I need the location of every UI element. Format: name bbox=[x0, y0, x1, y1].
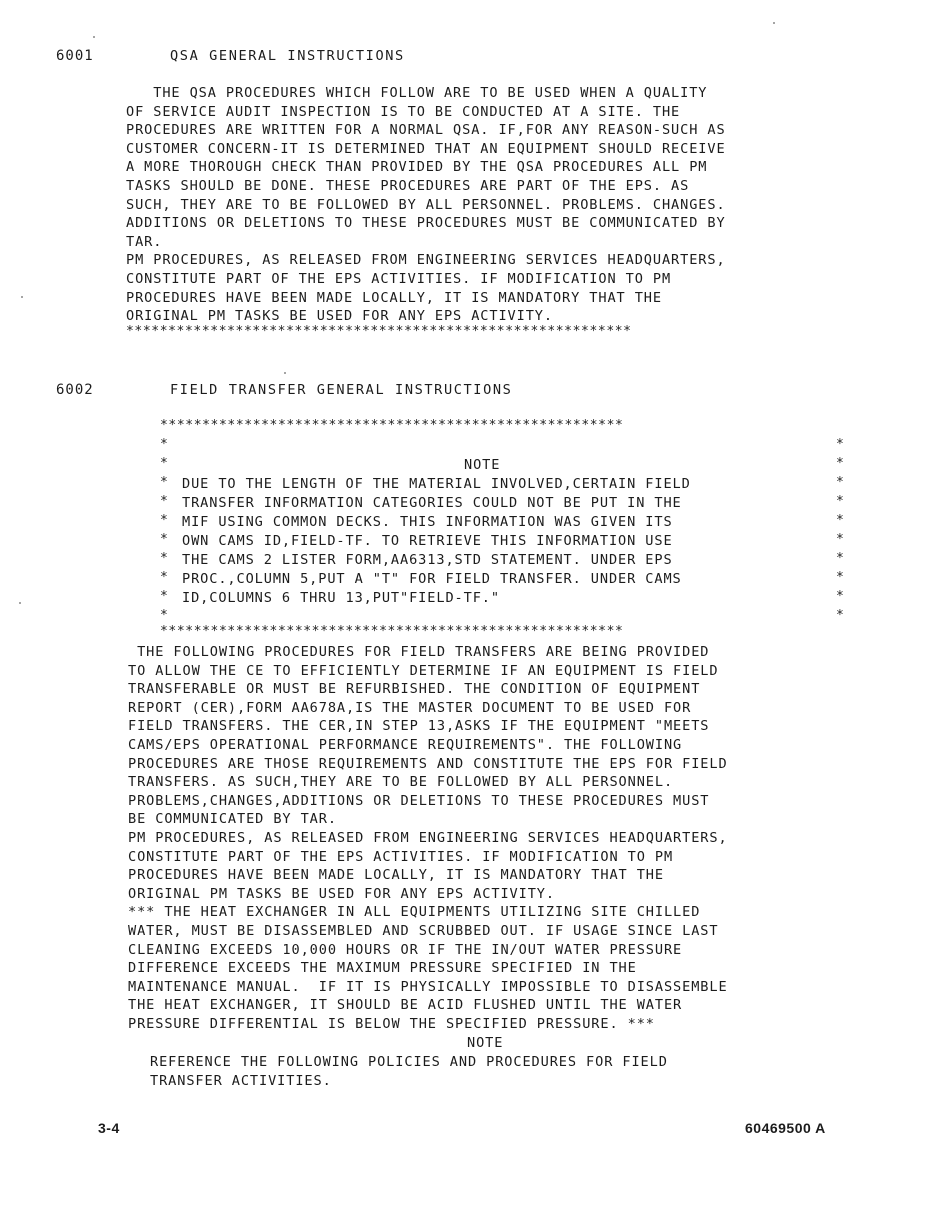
note-box-right-border: * bbox=[836, 551, 844, 566]
note-title: NOTE bbox=[467, 1035, 504, 1051]
body-line: PROCEDURES ARE THOSE REQUIREMENTS AND CONSTITUTE THE EPS FOR FIELD bbox=[128, 755, 728, 772]
body-line: *** THE HEAT EXCHANGER IN ALL EQUIPMENTS UTILIZING SITE CHILLED bbox=[128, 904, 701, 921]
body-line: TASKS SHOULD BE DONE. THESE PROCEDURES ARE PART OF THE EPS. AS bbox=[126, 178, 690, 194]
note-box-right-border: * bbox=[836, 608, 844, 623]
body-line: PM PROCEDURES, AS RELEASED FROM ENGINEERING SERVICES HEADQUARTERS, bbox=[126, 252, 726, 269]
note-box-left-border: * bbox=[160, 456, 168, 471]
note-line: PROC.,COLUMN 5,PUT A "T" FOR FIELD TRANSFER. UNDER CAMS bbox=[182, 571, 682, 587]
body-line: CONSTITUTE PART OF THE EPS ACTIVITIES. IF MODIFICATION TO PM bbox=[128, 848, 674, 865]
body-line: REPORT (CER),FORM AA678A,IS THE MASTER DOCUMENT TO BE USED FOR bbox=[128, 699, 692, 716]
note-box-right-border: * bbox=[836, 456, 844, 471]
note-box-left-border: * bbox=[160, 551, 168, 566]
scan-speck bbox=[93, 36, 95, 38]
body-line: CAMS/EPS OPERATIONAL PERFORMANCE REQUIREMENTS". THE FOLLOWING bbox=[128, 737, 683, 753]
section-title: FIELD TRANSFER GENERAL INSTRUCTIONS bbox=[170, 382, 513, 398]
reference-line: REFERENCE THE FOLLOWING POLICIES AND PROCEDURES FOR FIELD bbox=[150, 1054, 668, 1070]
section-title: QSA GENERAL INSTRUCTIONS bbox=[170, 48, 405, 64]
body-line: TRANSFERABLE OR MUST BE REFURBISHED. THE CONDITION OF EQUIPMENT bbox=[128, 681, 701, 698]
star-divider: ************************************************************ bbox=[126, 324, 632, 339]
body-line: TO ALLOW THE CE TO EFFICIENTLY DETERMINE IF AN EQUIPMENT IS FIELD bbox=[128, 662, 719, 679]
body-line: ORIGINAL PM TASKS BE USED FOR ANY EPS ACTIVITY. bbox=[126, 308, 553, 325]
body-line: OF SERVICE AUDIT INSPECTION IS TO BE CONDUCTED AT A SITE. THE bbox=[126, 103, 681, 120]
body-line: ADDITIONS OR DELETIONS TO THESE PROCEDURES MUST BE COMMUNICATED BY bbox=[126, 215, 726, 232]
body-line: ORIGINAL PM TASKS BE USED FOR ANY EPS ACTIVITY. bbox=[128, 885, 555, 902]
note-line: MIF USING COMMON DECKS. THIS INFORMATION WAS GIVEN ITS bbox=[182, 514, 673, 530]
body-line: TRANSFERS. AS SUCH,THEY ARE TO BE FOLLOWED BY ALL PERSONNEL. bbox=[128, 774, 674, 791]
body-line: PROCEDURES HAVE BEEN MADE LOCALLY, IT IS MANDATORY THAT THE bbox=[128, 867, 664, 884]
note-box-right-border: * bbox=[836, 475, 844, 490]
body-line: A MORE THOROUGH CHECK THAN PROVIDED BY THE QSA PROCEDURES ALL PM bbox=[126, 159, 708, 176]
note-box-left-border: * bbox=[160, 494, 168, 509]
note-box-left-border: * bbox=[160, 589, 168, 604]
note-box-left-border: * bbox=[160, 475, 168, 490]
note-box-left-border: * bbox=[160, 513, 168, 528]
body-line: CONSTITUTE PART OF THE EPS ACTIVITIES. IF MODIFICATION TO PM bbox=[126, 271, 672, 287]
body-line: PROBLEMS,CHANGES,ADDITIONS OR DELETIONS TO THESE PROCEDURES MUST bbox=[128, 792, 710, 809]
body-line: FIELD TRANSFERS. THE CER,IN STEP 13,ASKS IF THE EQUIPMENT "MEETS bbox=[128, 718, 710, 735]
body-line: PROCEDURES ARE WRITTEN FOR A NORMAL QSA. IF,FOR ANY REASON-SUCH AS bbox=[126, 122, 726, 139]
body-line: PROCEDURES HAVE BEEN MADE LOCALLY, IT IS MANDATORY THAT THE bbox=[126, 289, 662, 306]
body-line: SUCH, THEY ARE TO BE FOLLOWED BY ALL PERSONNEL. PROBLEMS. CHANGES. bbox=[126, 196, 726, 213]
note-box-left-border: * bbox=[160, 437, 168, 452]
body-line: WATER, MUST BE DISASSEMBLED AND SCRUBBED OUT. IF USAGE SINCE LAST bbox=[128, 923, 719, 939]
note-box-right-border: * bbox=[836, 513, 844, 528]
body-line: CUSTOMER CONCERN-IT IS DETERMINED THAT AN EQUIPMENT SHOULD RECEIVE bbox=[126, 140, 726, 157]
section-number: 6002 bbox=[56, 382, 94, 398]
section-number: 6001 bbox=[56, 48, 94, 64]
body-line: THE HEAT EXCHANGER, IT SHOULD BE ACID FLUSHED UNTIL THE WATER bbox=[128, 997, 683, 1014]
note-line: OWN CAMS ID,FIELD-TF. TO RETRIEVE THIS INFORMATION USE bbox=[182, 533, 673, 549]
scan-speck bbox=[773, 22, 775, 24]
scan-speck bbox=[284, 372, 286, 374]
body-line: PM PROCEDURES, AS RELEASED FROM ENGINEERING SERVICES HEADQUARTERS, bbox=[128, 830, 728, 846]
reference-line: TRANSFER ACTIVITIES. bbox=[150, 1073, 332, 1089]
body-line: CLEANING EXCEEDS 10,000 HOURS OR IF THE IN/OUT WATER PRESSURE bbox=[128, 941, 683, 958]
note-box-right-border: * bbox=[836, 570, 844, 585]
note-box-left-border: * bbox=[160, 608, 168, 623]
body-line: MAINTENANCE MANUAL. IF IT IS PHYSICALLY IMPOSSIBLE TO DISASSEMBLE bbox=[128, 978, 728, 995]
body-line: THE QSA PROCEDURES WHICH FOLLOW ARE TO BE USED WHEN A QUALITY bbox=[126, 85, 708, 101]
note-box-right-border: * bbox=[836, 589, 844, 604]
body-line: TAR. bbox=[126, 233, 163, 250]
note-box-right-border: * bbox=[836, 532, 844, 547]
body-line: DIFFERENCE EXCEEDS THE MAXIMUM PRESSURE SPECIFIED IN THE bbox=[128, 960, 637, 977]
note-box-bottom-border: ******************************************************* bbox=[160, 624, 624, 639]
note-line: TRANSFER INFORMATION CATEGORIES COULD NOT BE PUT IN THE bbox=[182, 495, 682, 511]
body-line: PRESSURE DIFFERENTIAL IS BELOW THE SPECIFIED PRESSURE. *** bbox=[128, 1016, 655, 1032]
note-line: ID,COLUMNS 6 THRU 13,PUT"FIELD-TF." bbox=[182, 590, 500, 606]
note-box-left-border: * bbox=[160, 532, 168, 547]
note-box-right-border: * bbox=[836, 494, 844, 509]
scan-speck bbox=[21, 296, 23, 298]
note-box-right-border: * bbox=[836, 437, 844, 452]
document-number: 60469500 A bbox=[745, 1120, 826, 1136]
body-line: BE COMMUNICATED BY TAR. bbox=[128, 811, 337, 828]
note-box bbox=[160, 418, 850, 642]
note-box-top-border: ******************************************************* bbox=[160, 418, 624, 433]
page-number: 3-4 bbox=[98, 1120, 120, 1136]
note-box-left-border: * bbox=[160, 570, 168, 585]
scan-speck bbox=[19, 602, 21, 604]
note-line: THE CAMS 2 LISTER FORM,AA6313,STD STATEMENT. UNDER EPS bbox=[182, 552, 673, 568]
body-line: THE FOLLOWING PROCEDURES FOR FIELD TRANSFERS ARE BEING PROVIDED bbox=[128, 644, 710, 660]
note-title: NOTE bbox=[464, 457, 501, 473]
note-line: DUE TO THE LENGTH OF THE MATERIAL INVOLVED,CERTAIN FIELD bbox=[182, 476, 691, 492]
